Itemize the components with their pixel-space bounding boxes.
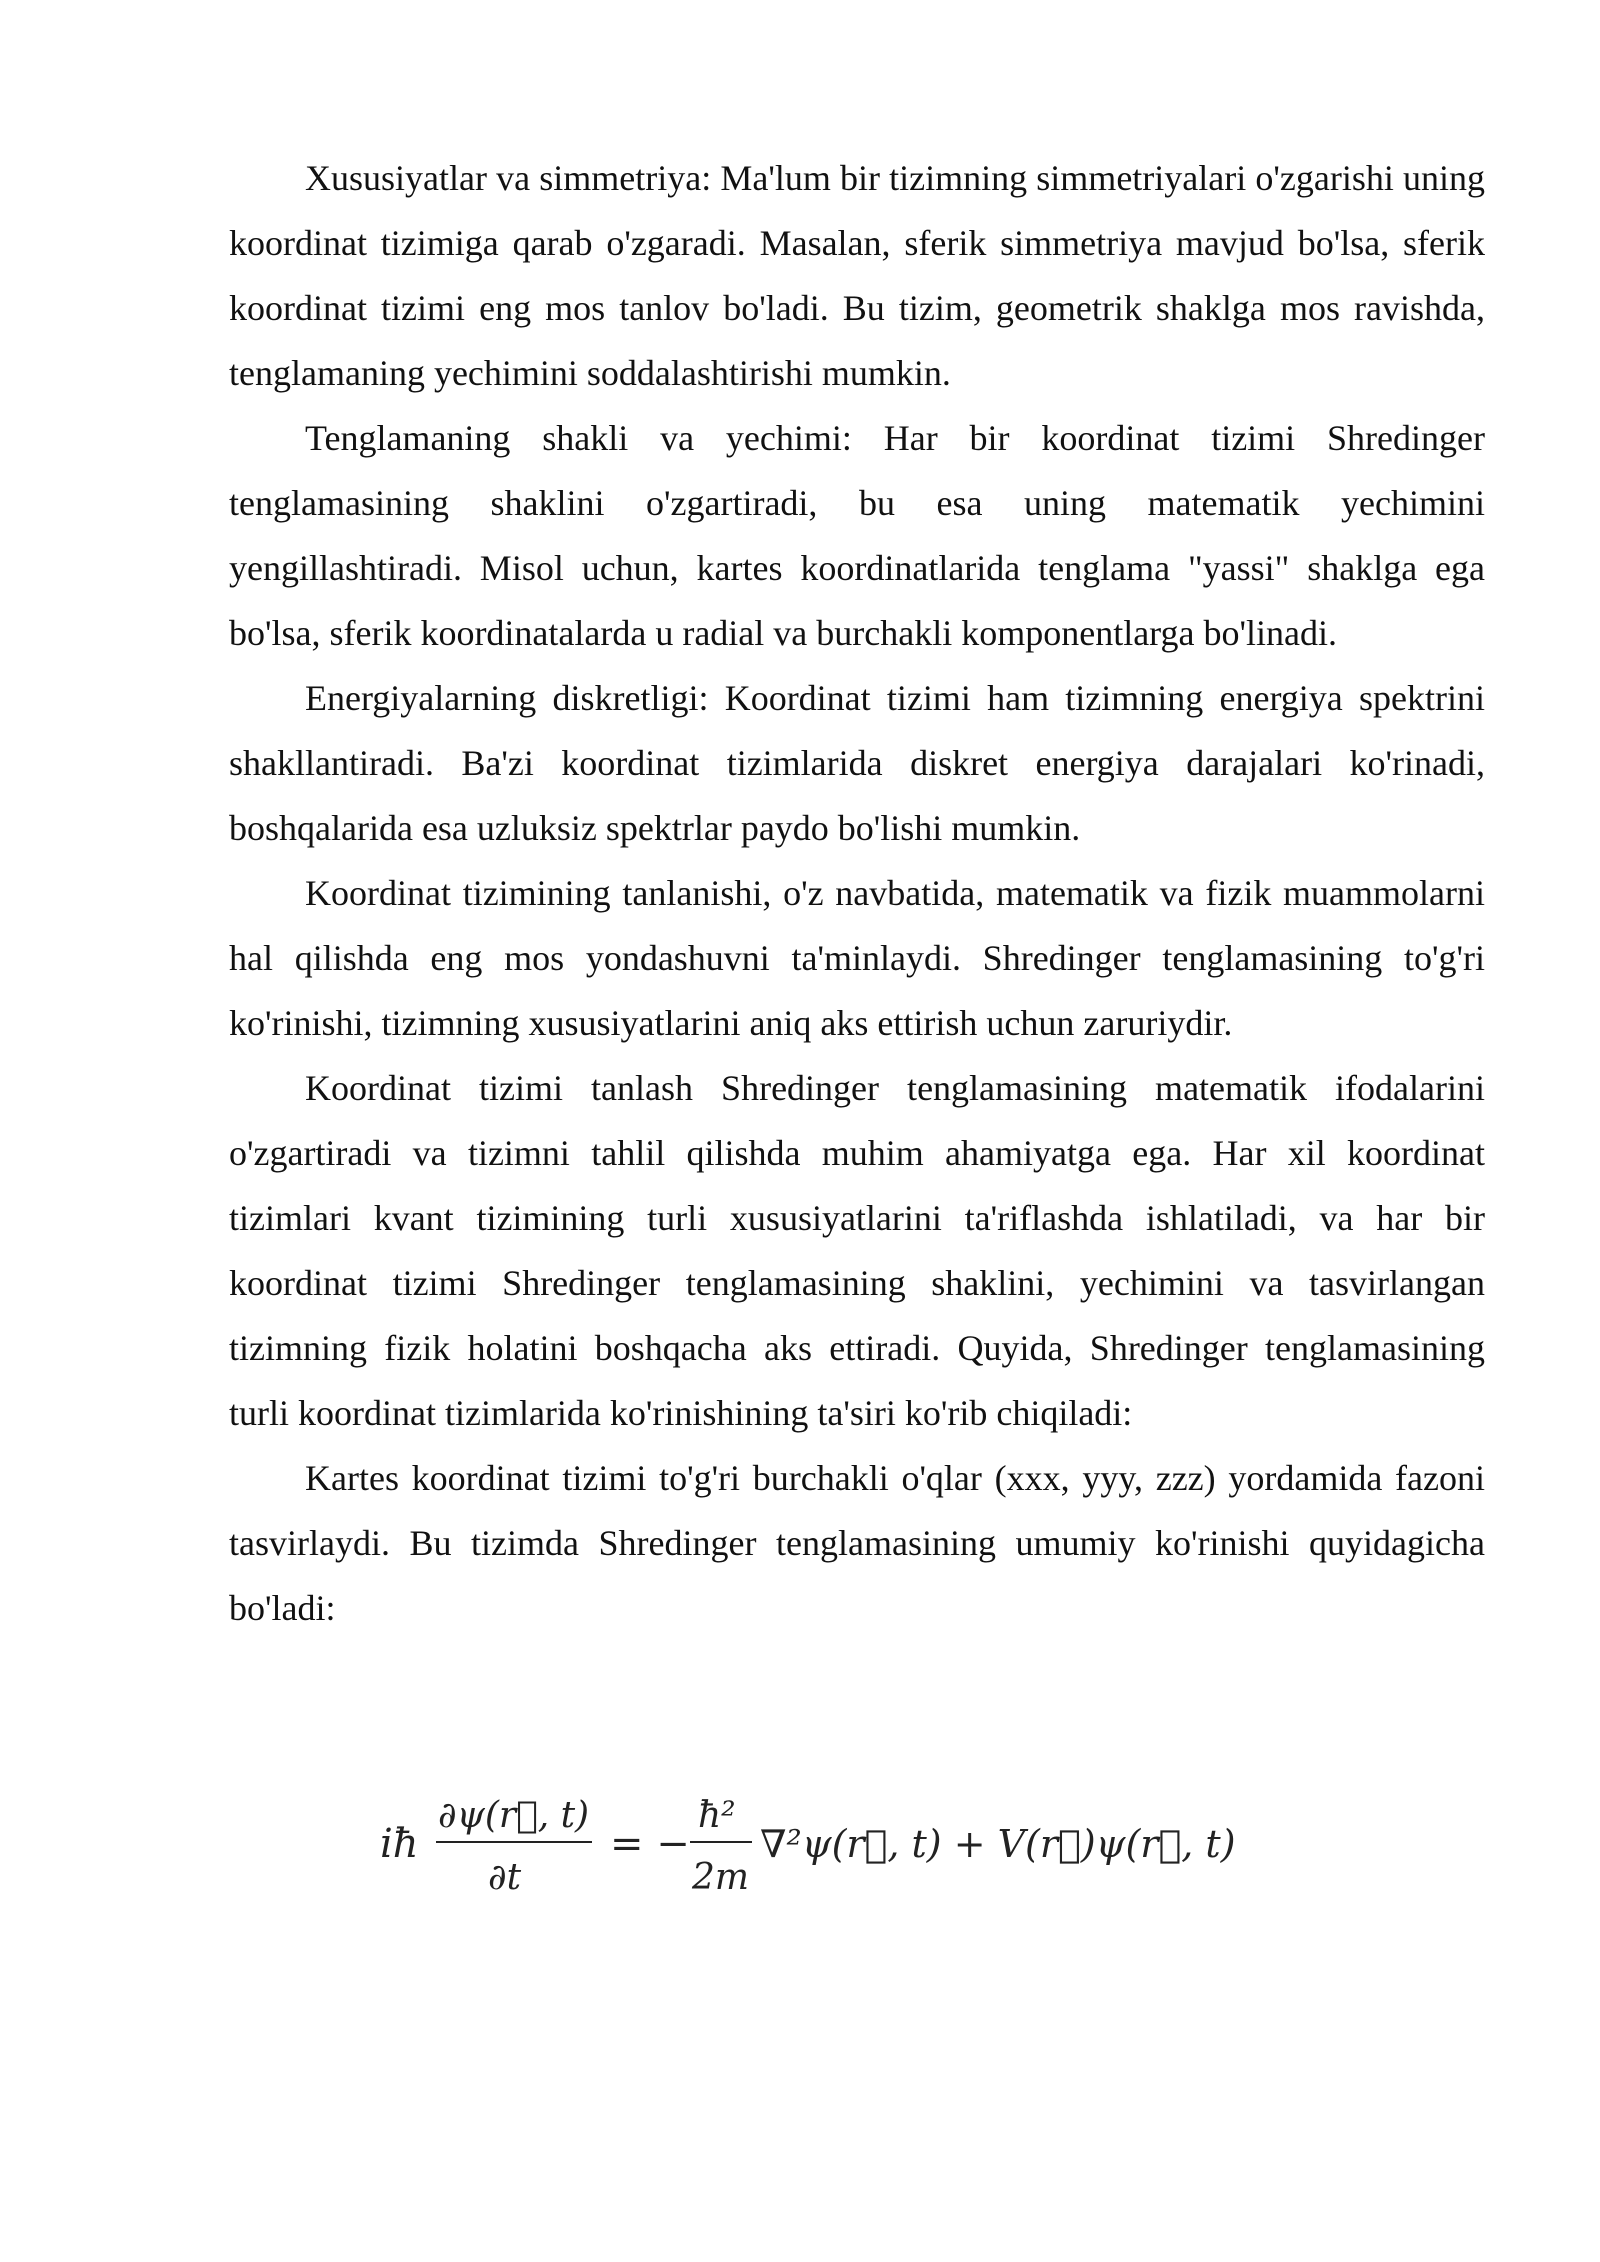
eq-rhs-denominator: 2m [692,1857,750,1898]
schrodinger-equation [370,1775,1270,1915]
paragraph-choice: Koordinat tizimining tanlanishi, o'z navbatida, matematik va fizik muammolarni hal qilishda eng mos yondashuvni ta'minlaydi. Shredinger tenglamasining to'g'ri ko'rinishi, tizimning xususiyatlarini aniq aks ettirish uchun zaruriydir. [229,873,1485,1043]
paragraph-equation-form: Tenglamaning shakli va yechimi: Har bir koordinat tizimi Shredinger tenglamasining shaklini o'zgartiradi, bu esa uning matematik yechimini yengillashtiradi. Misol uchun, kartes koordinatlarida tenglama "yassi" shaklga ega bo'lsa, sferik koordinatalarda u radial va burchakli komponentlarga bo'linadi. [229,418,1485,653]
paragraph-coordinate-selection: Koordinat tizimi tanlash Shredinger tenglamasining matematik ifodalarini o'zgartiradi va tizimni tahlil qilishda muhim ahamiyatga ega. Har xil koordinat tizimlari kvant tizimining turli xususiyatlarini ta'riflashda ishlatiladi, va har bir koordinat tizimi Shredinger tenglamasining shaklini, yechimini va tasvirlangan tizimning fizik holatini boshqacha aks ettiradi. Quyida, Shredinger tenglamasining turli koordinat tizimlarida ko'rinishining ta'siri ko'rib chiqiladi: [229,1068,1485,1433]
eq-rhs-tail: ∇²ψ(r⃗, t) + V(r⃗)ψ(r⃗, t) [760,1822,1236,1866]
eq-rhs-numerator: ħ² [698,1795,736,1836]
paragraph-energy: Energiyalarning diskretligi: Koordinat tizimi ham tizimning energiya spektrini shakllantiradi. Ba'zi koordinat tizimlarida diskret energiya darajalari ko'rinadi, boshqalarida esa uzluksiz spektrlar paydo bo'lishi mumkin. [229,678,1485,848]
paragraph-symmetry: Xususiyatlar va simmetriya: Ma'lum bir tizimning simmetriyalari o'zgarishi uning koordinat tizimiga qarab o'zgaradi. Masalan, sferik simmetriya mavjud bo'lsa, sferik koordinat tizimi eng mos tanlov bo'ladi. Bu tizim, geometrik shaklga mos ravishda, tenglamaning yechimini soddalashtirishi mumkin. [229,158,1485,393]
eq-lhs-numerator: ∂ψ(r⃗, t) [438,1795,590,1836]
equation-graphic [370,1775,1270,1915]
eq-equals: = − [610,1821,690,1867]
paragraph-cartesian: Kartes koordinat tizimi to'g'ri burchakli o'qlar (xxx, yyy, zzz) yordamida fazoni tasvirlaydi. Bu tizimda Shredinger tenglamasining umumiy ko'rinishi quyidagicha bo'ladi: [229,1458,1485,1628]
eq-lhs-coeff: iħ [380,1821,419,1867]
eq-lhs-denominator: ∂t [488,1857,522,1898]
body-text [229,146,1485,1641]
